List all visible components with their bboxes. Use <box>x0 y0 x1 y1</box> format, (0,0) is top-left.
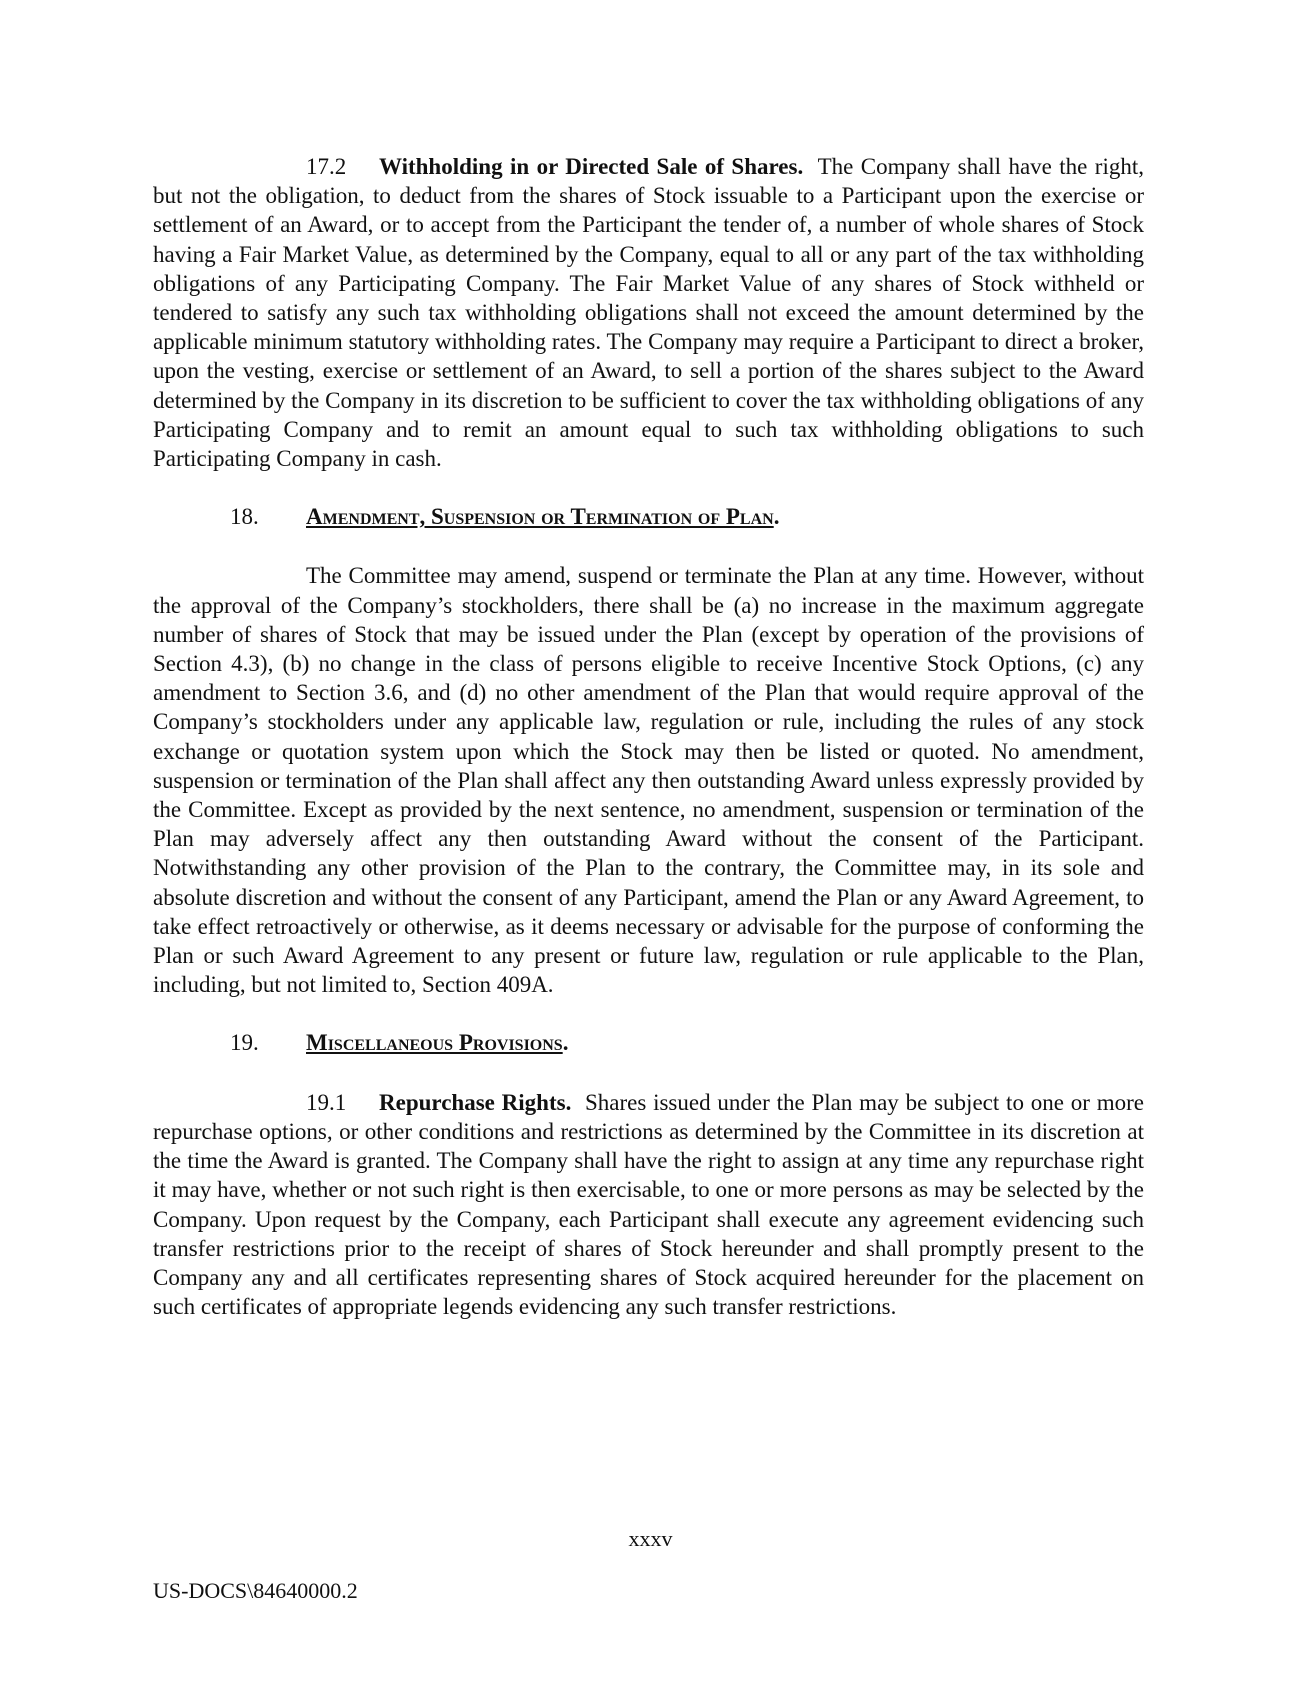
section-17-2-text: The Company shall have the right, but not the obligation, to deduct from the shares of Stock issuable to a Participant upon the exercise or settlement of an Award, or to accept from the Participant the tender of, a number of whole shares of Stock having a Fair Market Value, as determined by the Company, equal to all or any part of the tax withholding obligations of any Participating Company. The Fair Market Value of any shares of Stock withheld or tendered to satisfy any such tax withholding obligations shall not exceed the amount determined by the applicable minimum statutory withholding rates. The Company may require a Participant to direct a broker, upon the vesting, exercise or settlement of an Award, to sell a portion of the shares subject to the Award determined by the Company in its discretion to be sufficient to cover the tax withholding obligations of any Participating Company and to remit an amount equal to such tax withholding obligations to such Participating Company in cash. <box>153 154 1144 472</box>
section-18-heading <box>153 502 1144 531</box>
section-17-2-number: 17.2 <box>306 154 347 179</box>
section-19-title-suffix: . <box>562 1030 569 1056</box>
section-17-2-title: Withholding in or Directed Sale of Shares. <box>379 154 804 179</box>
section-18-title-suffix: . <box>773 504 780 530</box>
section-19-heading <box>153 1028 1144 1057</box>
section-18-paragraph: The Committee may amend, suspend or terminate the Plan at any time. However, without the approval of the Company’s stockholders, there shall be (a) no increase in the maximum aggregate number of shares of Stock that may be issued under the Plan (except by operation of the provisions of Section 4.3), (b) no change in the class of persons eligible to receive Incentive Stock Options, (c) any amendment to Section 3.6, and (d) no other amendment of the Plan that would require approval of the Company’s stockholders under any applicable law, regulation or rule, including the rules of any stock exchange or quotation system upon which the Stock may then be listed or quoted. No amendment, suspension or termination of the Plan shall affect any then outstanding Award unless expressly provided by the Committee. Except as provided by the next sentence, no amendment, suspension or termination of the Plan may adversely affect any then outstanding Award without the consent of the Participant. Notwithstanding any other provision of the Plan to the contrary, the Committee may, in its sole and absolute discretion and without the consent of any Participant, amend the Plan or any Award Agreement, to take effect retroactively or otherwise, as it deems necessary or advisable for the purpose of conforming the Plan or such Award Agreement to any present or future law, regulation or rule applicable to the Plan, including, but not limited to, Section 409A. <box>153 563 1144 998</box>
document-id: US-DOCS\84640000.2 <box>153 1578 358 1603</box>
section-19-number: 19. <box>230 1030 259 1056</box>
page-number: xxxv <box>628 1526 673 1551</box>
section-19-1-title: Repurchase Rights. <box>379 1089 572 1115</box>
section-19-title: Miscellaneous Provisions <box>306 1030 563 1056</box>
section-18-number: 18. <box>230 504 259 530</box>
document-page <box>153 152 1144 1321</box>
section-19-1-paragraph <box>153 1088 1144 1322</box>
section-17-2-paragraph <box>153 152 1144 473</box>
section-18-title: Amendment, Suspension or Termination of Plan <box>306 504 774 530</box>
section-19-1-number: 19.1 <box>306 1089 347 1115</box>
section-19-1-text: Shares issued under the Plan may be subject to one or more repurchase options, or other conditions and restrictions as determined by the Committee in its discretion at the time the Award is granted. The Company shall have the right to assign at any time any repurchase right it may have, whether or not such right is then exercisable, to one or more persons as may be selected by the Company. Upon request by the Company, each Participant shall execute any agreement evidencing such transfer restrictions prior to the receipt of shares of Stock hereunder and shall promptly present to the Company any and all certificates representing shares of Stock acquired hereunder for the placement on such certificates of appropriate legends evidencing any such transfer restrictions. <box>153 1089 1144 1320</box>
